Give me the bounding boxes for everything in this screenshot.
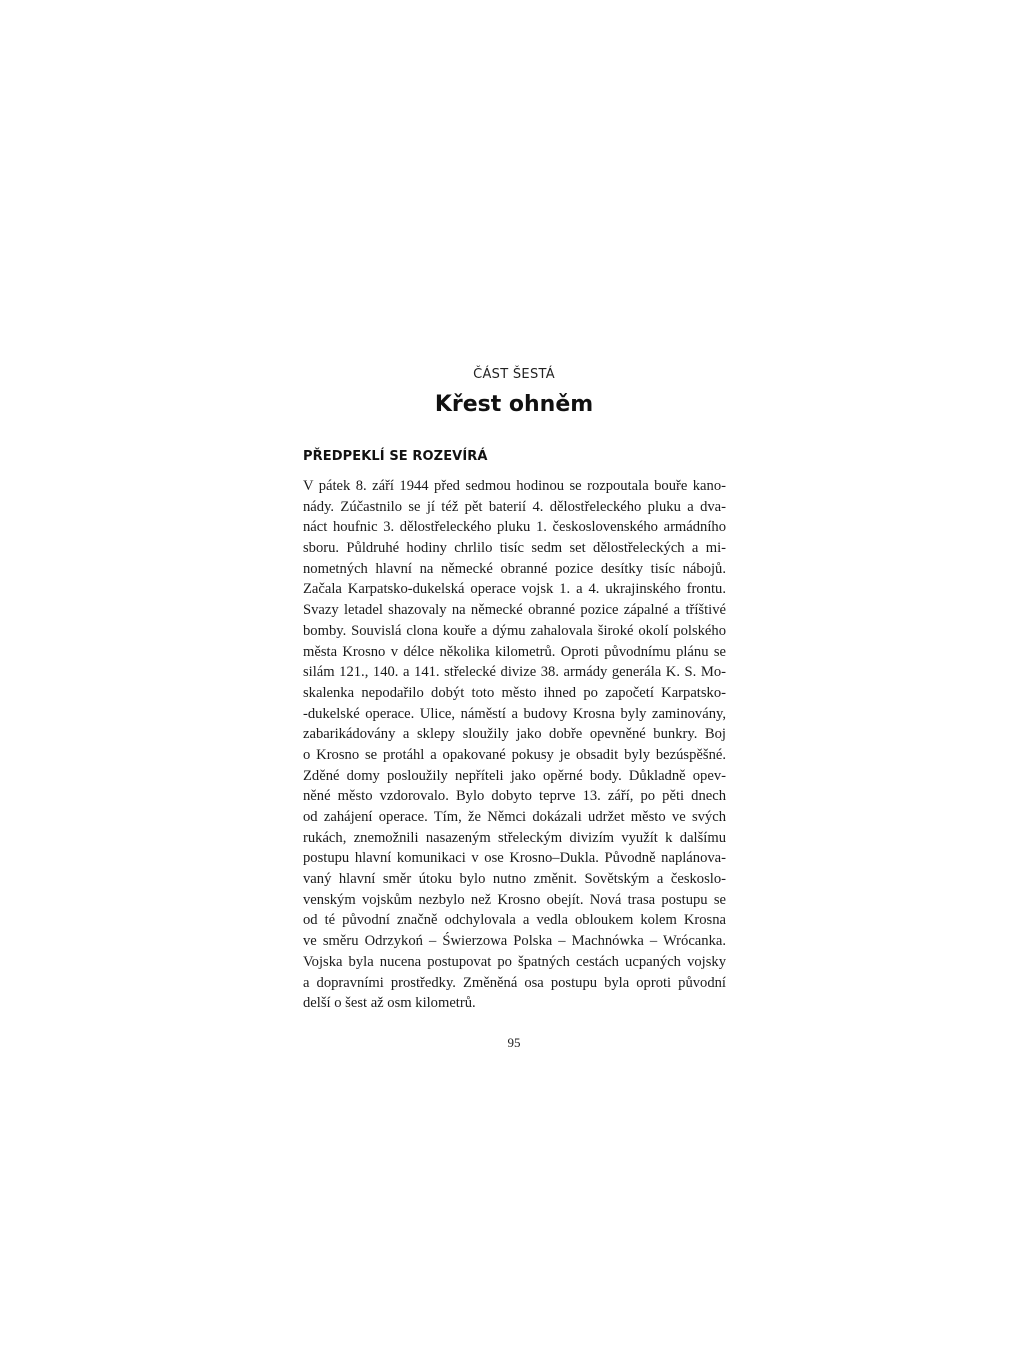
text-line: nometných hlavní na německé obranné pozice desítky tisíc nábojů. bbox=[303, 560, 726, 577]
text-line: města Krosno v délce několika kilometrů. Oproti původnímu plánu se bbox=[303, 643, 726, 660]
text-line: bomby. Souvislá clona kouře a dýmu zahalovala široké okolí polského bbox=[303, 622, 726, 639]
text-line: nády. Zúčastnilo se jí též pět baterií 4. dělostřeleckého pluku a dva- bbox=[303, 498, 726, 515]
text-line: o Krosno se protáhl a opakované pokusy je obsadit byly bezúspěšné. bbox=[303, 746, 726, 763]
text-line: od zahájení operace. Tím, že Němci dokázali udržet město ve svých bbox=[303, 809, 726, 825]
text-line: venským vojskům nezbylo než Krosno obejít. Nová trasa postupu se bbox=[303, 891, 726, 908]
text-line: V pátek 8. září 1944 před sedmou hodinou se rozpoutala bouře kano- bbox=[303, 478, 726, 494]
chapter-title: Křest ohněm bbox=[434, 392, 594, 417]
text-line: a dopravními prostředky. Změněná osa postupu byla oproti původní bbox=[303, 974, 726, 991]
text-line: silám 121., 140. a 141. střelecké divize 38. armády generála K. S. Mo- bbox=[303, 664, 726, 681]
text-line: skalenka nepodařilo dobýt toto město ihned po započetí Karpatsko- bbox=[303, 684, 726, 701]
text-line: zabarikádovány a sklepy sloužily jako dobře opevněné bunkry. Boj bbox=[303, 726, 726, 743]
text-line: ve směru Odrzykoń – Świerzowa Polska – Machnówka – Wrócanka. bbox=[303, 933, 726, 950]
text-line: vaný hlavní směr útoku bylo nutno změnit. Sovětským a českoslo- bbox=[303, 871, 726, 888]
text-line: Zděné domy posloužily nepříteli jako opěrné body. Důkladně opev- bbox=[303, 767, 726, 784]
text-line: sboru. Půldruhé hodiny chrlilo tisíc sedm set dělostřeleckých a mi- bbox=[303, 540, 726, 557]
text-line: něné město vzdorovalo. Bylo dobyto teprve 13. září, po pěti dnech bbox=[303, 788, 726, 805]
text-line: postupu hlavní komunikaci v ose Krosno–Dukla. Původně naplánova- bbox=[303, 850, 726, 867]
section-heading: PŘEDPEKLÍ SE ROZEVÍRÁ bbox=[303, 449, 488, 464]
text-line: delší o šest až osm kilometrů. bbox=[303, 995, 476, 1012]
text-line: Začala Karpatsko-dukelská operace vojsk 1. a 4. ukrajinského frontu. bbox=[303, 581, 726, 598]
text-line: rukách, znemožnili nasazeným střeleckým divizím využít k dalšímu bbox=[303, 829, 726, 846]
text-line: od té původní značně odchylovala a vedla obloukem kolem Krosna bbox=[303, 912, 726, 929]
part-label: ČÁST ŠESTÁ bbox=[473, 367, 555, 382]
text-line: Svazy letadel shazovaly na německé obranné pozice zápalné a tříštivé bbox=[303, 602, 726, 619]
text-line: náct houfnic 3. dělostřeleckého pluku 1. československého armádního bbox=[303, 519, 726, 536]
text-line: Vojska byla nucena postupovat po špatných cestách ucpaných vojsky bbox=[303, 953, 726, 970]
body-paragraph bbox=[303, 476, 726, 1014]
page-number: 95 bbox=[507, 1035, 521, 1050]
text-line: -dukelské operace. Ulice, náměstí a budovy Krosna byly zaminovány, bbox=[303, 705, 726, 722]
